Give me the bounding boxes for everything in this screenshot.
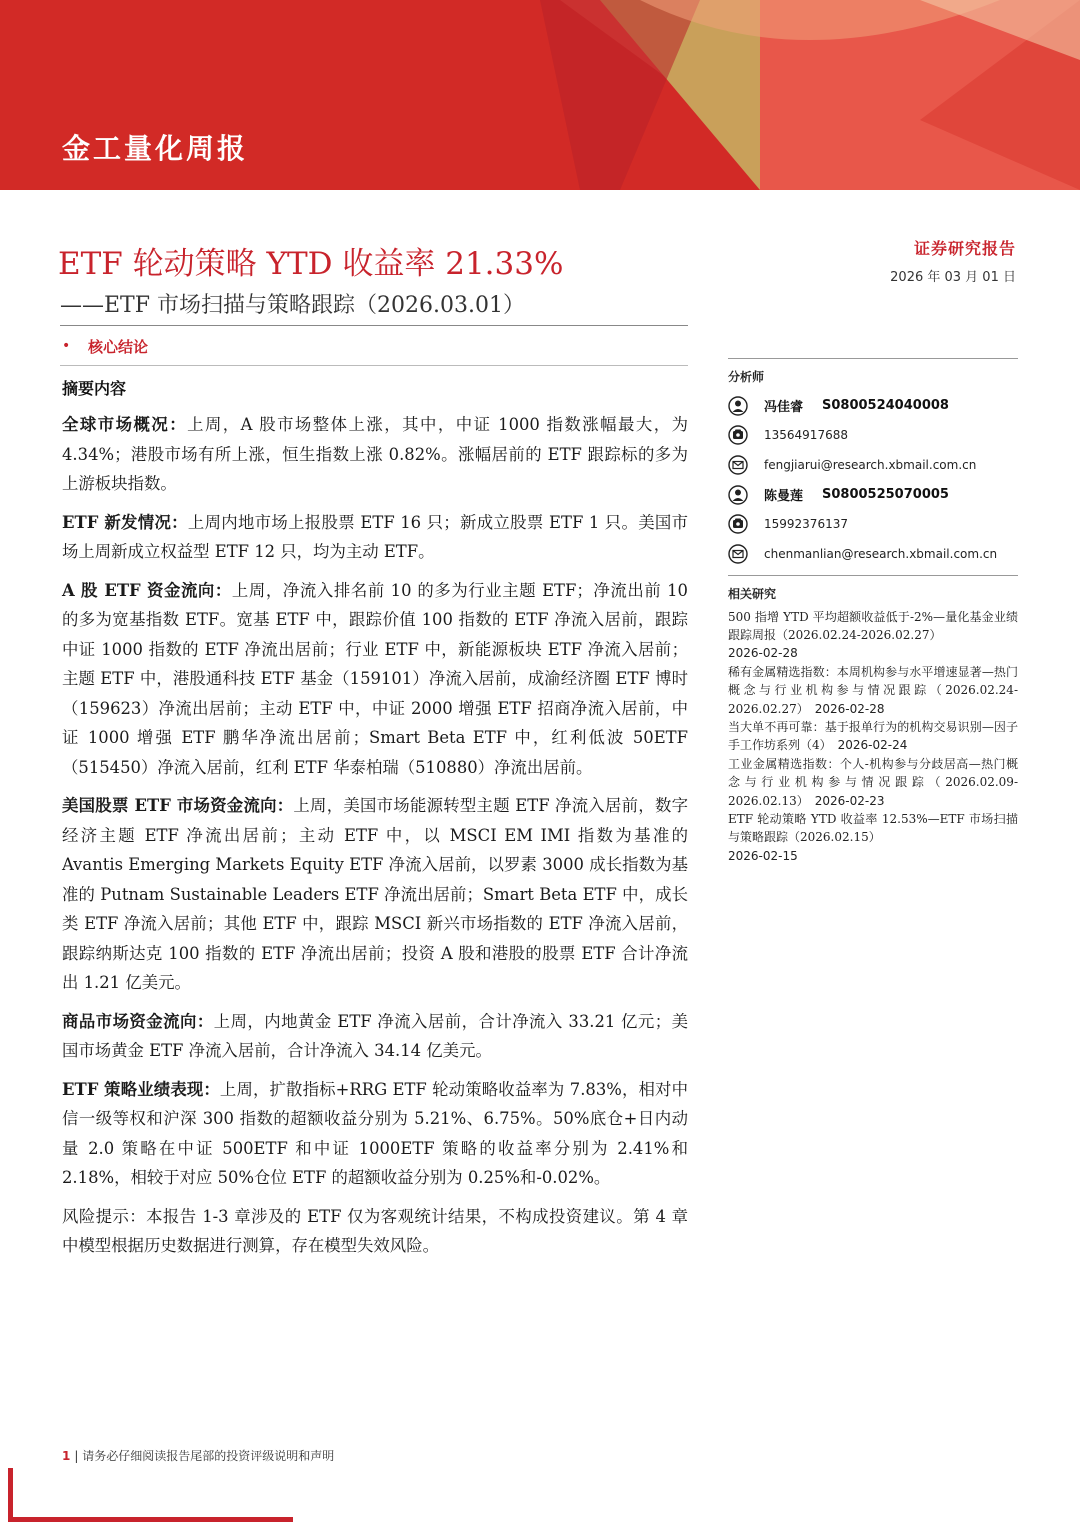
banner-title: 金工量化周报 [62,132,249,165]
related-research-date: 2026-02-28 [728,646,798,661]
summary-paragraph [62,508,688,567]
paragraph-lead: 美国股票 ETF 市场资金流向： [62,796,294,815]
summary-paragraph [62,1007,688,1066]
report-subtitle: ——ETF 市场扫描与策略跟踪（2026.03.01） [60,293,525,318]
paragraph-body: 上周，美国市场能源转型主题 ETF 净流入居前，数字经济主题 ETF 净流出居前；主动 ETF 中，以 MSCI EM IMI 指数为基准的 Avantis Emerging Markets Equity ETF 净流入居前，以罗素 3000 成长指数为基准的 Putnam Sustainable Leaders ETF 净流出居前；Smart Beta ETF 中，成长类 ETF 净流入居前；其他 ETF 中，跟踪 MSCI 新兴市场指数的 ETF 净流入居前，跟踪纳斯达克 100 指数的 ETF 净流出居前；投资 A 股和港股的股票 ETF 合计净流出 1.21 亿美元。 [62,796,688,992]
header-banner [0,0,1080,190]
paragraph-lead: 全球市场概况： [62,415,188,434]
bullet-icon: • [62,338,71,354]
related-research-date: 2026-02-24 [837,738,908,753]
analyst-email[interactable]: chenmanlian@research.xbmail.com.cn [764,546,998,561]
paragraph-lead: 商品市场资金流向： [62,1011,214,1031]
disclaimer-note: | 请务必仔细阅读报告尾部的投资评级说明和声明 [74,1449,335,1463]
paragraph-lead: ETF 策略业绩表现： [62,1079,220,1099]
analyst-heading: 分析师 [728,370,765,384]
corner-mark-horizontal [8,1517,293,1522]
related-research-title: 稀有金属精选指数：本周机构参与水平增速显著—热门概念与行业机构参与情况跟踪（2026.02.24-2026.02.27） [728,664,1018,716]
sidebar-divider [728,575,1018,576]
report-date: 2026 年 03 月 01 日 [890,270,1016,285]
phone-icon [728,425,748,445]
risk-warning [62,1202,688,1261]
summary-paragraph [62,791,688,998]
related-research-title: 当大单不再可靠：基于报单行为的机构交易识别—因子手工作坊系列（4） [728,720,1018,753]
related-research-item[interactable] [728,608,1018,663]
analyst-phone-row [728,421,1018,451]
paragraph-body: 上周，内地黄金 ETF 净流入居前，合计净流入 33.21 亿元；美国市场黄金 ETF 净流入居前，合计净流入 34.14 亿美元。 [62,1011,688,1060]
related-research-item[interactable] [728,810,1018,865]
summary-paragraph [62,410,688,499]
summary-paragraph [62,1075,688,1193]
core-divider [60,365,688,366]
related-research-heading: 相关研究 [728,586,777,601]
page-number: 1 [62,1449,71,1463]
analyst-email-row [728,450,1018,480]
analyst-license-id: S0800525070005 [822,487,949,503]
analyst-email[interactable]: fengjiarui@research.xbmail.com.cn [764,457,977,472]
paragraph-body: 上周，净流入排名前 10 的多为行业主题 ETF；净流出前 10 的多为宽基指数 ETF。宽基 ETF 中，跟踪价值 100 指数的 ETF 净流入居前，跟踪中证 1000 指数的 ETF 净流出居前；行业 ETF 中，新能源板块 ETF 净流入居前；主题 ETF 中，港股通科技 ETF 基金（159101）净流入居前，成渝经济圈 ETF 博时（159623）净流出居前；主动 ETF 中，中证 2000 增强 ETF 招商净流入居前，中证 1000 增强 ETF 鹏华净流出居前；Smart Beta ETF 中，红利低波 50ETF（515450）净流入居前，红利 ETF 华泰柏瑞（510880）净流出居前。 [62,580,688,777]
summary-content [62,410,688,1270]
summary-paragraph [62,576,688,783]
paragraph-body: 上周内地市场上报股票 ETF 16 只；新成立股票 ETF 1 只。美国市场上周新成立权益型 ETF 12 只，均为主动 ETF。 [62,512,688,561]
paragraph-lead: ETF 新发情况： [62,512,188,532]
corner-mark-vertical [8,1468,13,1522]
related-research-date: 2026-02-15 [728,848,798,863]
related-research-title: 工业金属精选指数：个人-机构参与分歧居高—热门概念与行业机构参与情况跟踪（2026.02.09-2026.02.13） [728,756,1018,808]
sidebar [728,358,1018,865]
related-research-date: 2026-02-23 [814,793,885,808]
related-research-list [728,608,1018,866]
related-research-item[interactable] [728,663,1018,718]
report-title: ETF 轮动策略 YTD 收益率 21.33% [58,246,564,282]
analyst-name: 冯佳睿 [764,400,804,416]
related-research-item[interactable] [728,755,1018,810]
related-research-item[interactable] [728,718,1018,755]
paragraph-body: 上周，扩散指标+RRG ETF 轮动策略收益率为 7.83%，相对中信一级等权和沪深 300 指数的超额收益分别为 5.21%、6.75%。50%底仓+日内动量 2.0 策略在中证 500ETF 和中证 1000ETF 策略的收益率分别为 2.41%和 2.18%，相较于对应 50%仓位 ETF 的超额收益分别为 0.25%和-0.02%。 [62,1079,688,1187]
core-conclusion-heading: 核心结论 [88,338,149,356]
sidebar-divider [728,358,1018,359]
mail-icon [728,544,748,564]
paragraph-body: 上周，A 股市场整体上涨，其中，中证 1000 指数涨幅最大，为 4.34%；港股市场有所上涨，恒生指数上涨 0.82%。涨幅居前的 ETF 跟踪标的多为上游板块指数。 [62,415,689,493]
related-research-date: 2026-02-28 [814,701,885,716]
summary-heading: 摘要内容 [62,379,127,398]
related-research-title: ETF 轮动策略 YTD 收益率 12.53%—ETF 市场扫描与策略跟踪（2026.02.15） [728,812,1018,845]
phone-icon [728,514,748,534]
person-icon [728,396,748,416]
analyst-phone-row [728,509,1018,539]
related-research-title: 500 指增 YTD 平均超额收益低于-2%—量化基金业绩跟踪周报（2026.02.24-2026.02.27） [728,609,1018,642]
analyst-name: 陈曼莲 [764,489,804,505]
page-footer [62,1447,334,1464]
risk-warning-text: 风险提示：本报告 1-3 章涉及的 ETF 仅为客观统计结果，不构成投资建议。第 4 章中模型根据历史数据进行测算，存在模型失效风险。 [62,1206,688,1255]
analyst-name-row [728,391,1018,421]
analyst-phone: 13564917688 [764,428,848,443]
analyst-phone: 15992376137 [764,517,848,532]
analyst-name-row [728,480,1018,510]
analyst-email-row [728,539,1018,569]
person-icon [728,485,748,505]
paragraph-lead: A 股 ETF 资金流向： [62,580,232,600]
title-divider [60,325,688,326]
mail-icon [728,455,748,475]
analyst-license-id: S0800524040008 [822,398,949,414]
report-type-label: 证券研究报告 [913,239,1016,258]
